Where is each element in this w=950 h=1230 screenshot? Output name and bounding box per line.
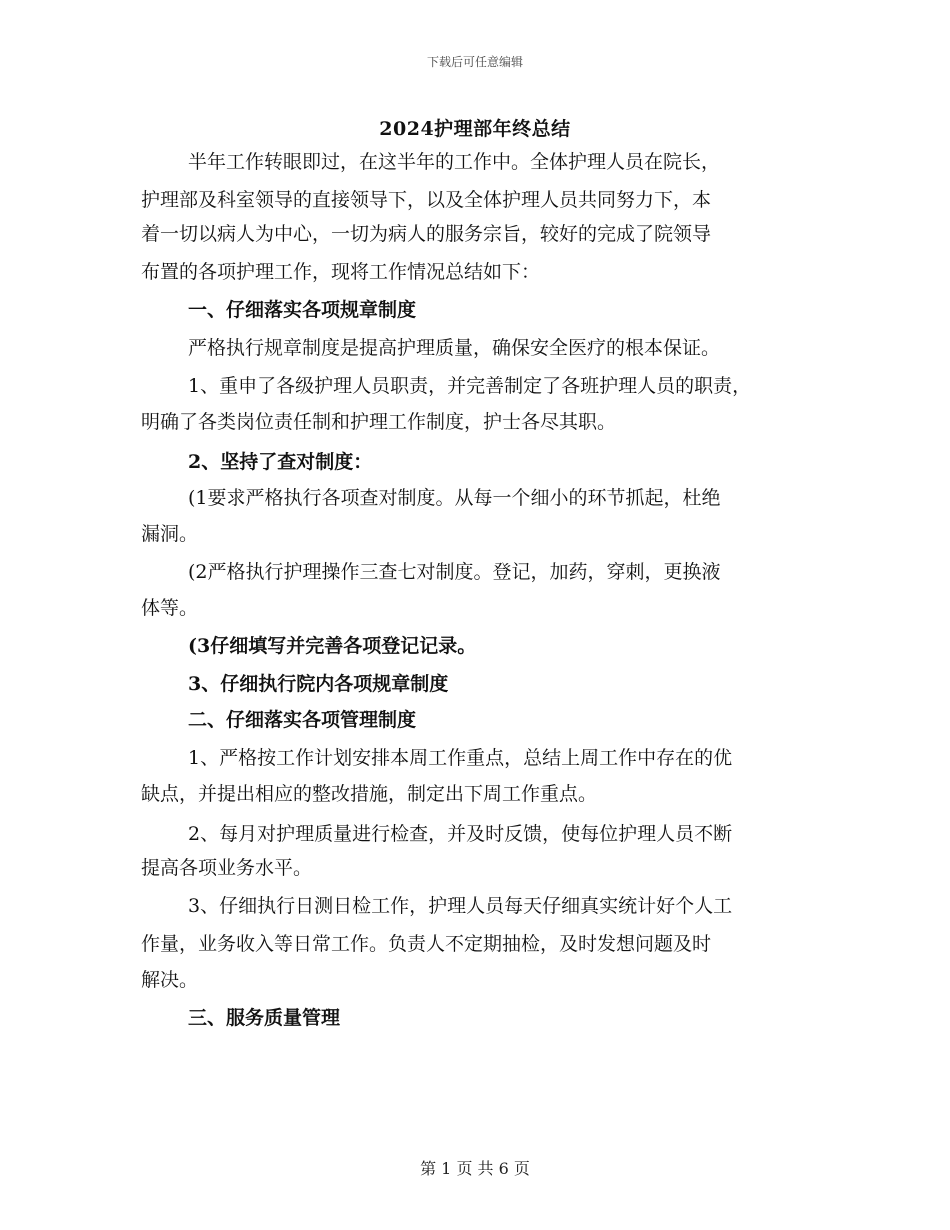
- subsection-heading: 3、仔细执行院内各项规章制度: [188, 673, 449, 695]
- subsection-heading: (3仔细填写并完善各项登记记录。: [188, 635, 477, 657]
- page-header: 下载后可任意编辑: [426, 55, 523, 69]
- paragraph-line: 严格执行规章制度是提高护理质量，确保安全医疗的根本保证。: [188, 337, 721, 359]
- section-heading: 一、仔细落实各项规章制度: [188, 299, 417, 321]
- paragraph-line: 缺点，并提出相应的整改措施，制定出下周工作重点。: [141, 783, 598, 805]
- paragraph-line: 作量，业务收入等日常工作。负责人不定期抽检，及时发想问题及时: [141, 933, 712, 955]
- subsection-heading: 2、坚持了查对制度：: [188, 451, 373, 473]
- paragraph-line: 解决。: [141, 969, 199, 991]
- paragraph-line: 1、严格按工作计划安排本周工作重点，总结上周工作中存在的优: [188, 747, 733, 769]
- page-footer: 第 1 页 共 6 页: [420, 1159, 530, 1178]
- paragraph-line: 漏洞。: [141, 523, 199, 545]
- paragraph-line: 3、仔细执行日测日检工作，护理人员每天仔细真实统计好个人工: [188, 895, 733, 917]
- document-title: 2024护理部年终总结: [379, 118, 571, 140]
- paragraph-line: 1、重申了各级护理人员职责，并完善制定了各班护理人员的职责，: [188, 375, 752, 397]
- paragraph-line: 提高各项业务水平。: [141, 857, 313, 879]
- paragraph-line: (2严格执行护理操作三查七对制度。登记，加药，穿刺，更换液: [188, 561, 721, 583]
- paragraph-line: 体等。: [141, 597, 199, 619]
- paragraph-line: (1要求严格执行各项查对制度。从每一个细小的环节抓起，杜绝: [188, 487, 721, 509]
- section-heading: 二、仔细落实各项管理制度: [188, 709, 417, 731]
- paragraph-line: 半年工作转眼即过，在这半年的工作中。全体护理人员在院长，: [188, 151, 721, 173]
- paragraph-line: 布置的各项护理工作，现将工作情况总结如下：: [141, 261, 541, 283]
- paragraph-line: 着一切以病人为中心，一切为病人的服务宗旨，较好的完成了院领导: [141, 223, 712, 245]
- paragraph-line: 明确了各类岗位责任制和护理工作制度，护士各尽其职。: [141, 411, 617, 433]
- paragraph-line: 2、每月对护理质量进行检查，并及时反馈，使每位护理人员不断: [188, 823, 733, 845]
- paragraph-line: 护理部及科室领导的直接领导下，以及全体护理人员共同努力下，本: [141, 189, 712, 211]
- section-heading: 三、服务质量管理: [188, 1007, 341, 1029]
